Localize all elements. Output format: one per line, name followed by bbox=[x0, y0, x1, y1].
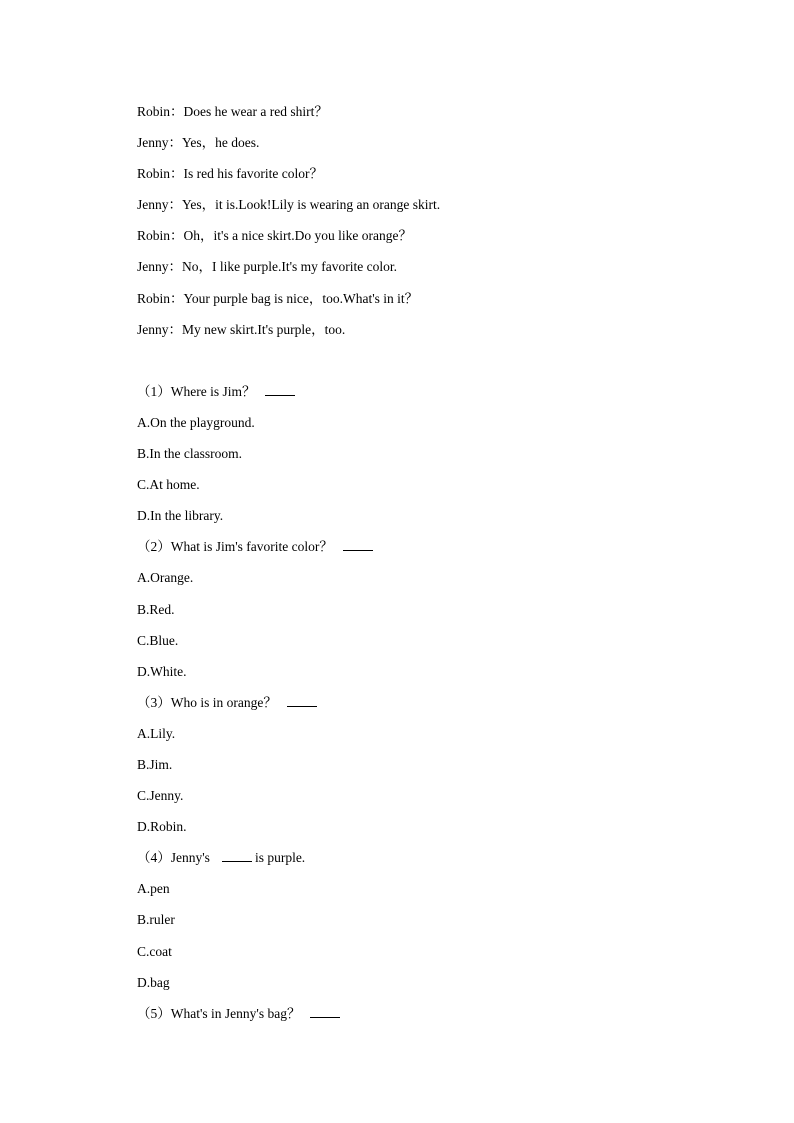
speaker-separator: ： bbox=[170, 228, 184, 244]
option-c: C.Jenny. bbox=[137, 788, 184, 804]
question-2 bbox=[137, 536, 737, 567]
option-b: B.Jim. bbox=[137, 756, 173, 772]
question-number: （3） bbox=[137, 694, 171, 710]
speaker-name: Jenny bbox=[137, 259, 169, 275]
dialogue-line bbox=[137, 319, 737, 350]
dialogue-line bbox=[137, 132, 737, 163]
dialogue-line bbox=[137, 194, 737, 225]
speaker-separator: ： bbox=[168, 197, 182, 213]
dialogue-text: Is red his favorite color？ bbox=[183, 166, 323, 182]
speaker-name: Robin bbox=[137, 166, 171, 182]
dialogue-text: No，I like purple.It's my favorite color. bbox=[182, 259, 398, 275]
option-b: B.In the classroom. bbox=[137, 446, 242, 462]
question-number: （1） bbox=[137, 383, 171, 399]
dialogue-text: Oh，it's a nice skirt.Do you like orange？ bbox=[183, 228, 413, 244]
speaker-name: Jenny bbox=[137, 197, 169, 213]
speaker-name: Robin bbox=[137, 228, 171, 244]
speaker-name: Robin bbox=[137, 290, 171, 306]
question-number: （4） bbox=[137, 850, 171, 866]
answer-blank[interactable] bbox=[222, 848, 252, 862]
dialogue-line bbox=[137, 288, 737, 319]
option-a: A.Lily. bbox=[137, 725, 176, 741]
dialogue-text: Does he wear a red shirt？ bbox=[183, 104, 328, 119]
option-d: D.White. bbox=[137, 663, 187, 679]
worksheet-page bbox=[137, 101, 737, 1034]
dialogue-line bbox=[137, 225, 737, 256]
dialogue-text: Yes，it is.Look!Lily is wearing an orange skirt. bbox=[182, 197, 441, 213]
option-a: A.Orange. bbox=[137, 570, 194, 586]
option-d: D.Robin. bbox=[137, 819, 187, 835]
option-d: D.bag bbox=[137, 974, 170, 990]
question-prompt-before: Jenny's bbox=[170, 850, 210, 866]
answer-blank[interactable] bbox=[265, 382, 295, 396]
speaker-name: Robin bbox=[137, 104, 171, 119]
question-4 bbox=[137, 847, 737, 878]
option-b: B.ruler bbox=[137, 912, 175, 928]
answer-blank[interactable] bbox=[287, 693, 317, 707]
question-prompt: What is Jim's favorite color？ bbox=[170, 539, 333, 555]
section-spacer bbox=[137, 350, 737, 381]
dialogue-text: My new skirt.It's purple，too. bbox=[182, 321, 346, 337]
speaker-separator: ： bbox=[170, 166, 184, 182]
answer-blank[interactable] bbox=[343, 537, 373, 551]
speaker-separator: ： bbox=[168, 259, 182, 275]
option-b: B.Red. bbox=[137, 601, 175, 617]
speaker-name: Jenny bbox=[137, 321, 169, 337]
option-d: D.In the library. bbox=[137, 508, 224, 524]
question-number: （2） bbox=[137, 539, 171, 555]
speaker-separator: ： bbox=[168, 135, 182, 151]
question-prompt: What's in Jenny's bag？ bbox=[170, 1005, 301, 1021]
speaker-name: Jenny bbox=[137, 135, 169, 151]
answer-blank[interactable] bbox=[310, 1004, 340, 1018]
dialogue-line bbox=[137, 101, 737, 132]
speaker-separator: ： bbox=[170, 290, 184, 306]
option-c: C.coat bbox=[137, 943, 172, 959]
dialogue-text: Yes，he does. bbox=[182, 135, 260, 151]
option-a: A.On the playground. bbox=[137, 414, 255, 430]
option-c: C.Blue. bbox=[137, 632, 179, 648]
dialogue-line bbox=[137, 256, 737, 287]
speaker-separator: ： bbox=[168, 321, 182, 337]
question-3 bbox=[137, 692, 737, 723]
option-a: A.pen bbox=[137, 881, 170, 897]
dialogue-line bbox=[137, 163, 737, 194]
question-number: （5） bbox=[137, 1005, 171, 1021]
speaker-separator: ： bbox=[170, 104, 184, 119]
option-c: C.At home. bbox=[137, 477, 200, 493]
question-1 bbox=[137, 381, 737, 412]
question-prompt: Where is Jim？ bbox=[170, 383, 256, 399]
question-5 bbox=[137, 1003, 737, 1034]
question-prompt-after: is purple. bbox=[254, 850, 306, 866]
question-prompt: Who is in orange？ bbox=[170, 694, 277, 710]
dialogue-text: Your purple bag is nice，too.What's in it？ bbox=[183, 290, 419, 306]
